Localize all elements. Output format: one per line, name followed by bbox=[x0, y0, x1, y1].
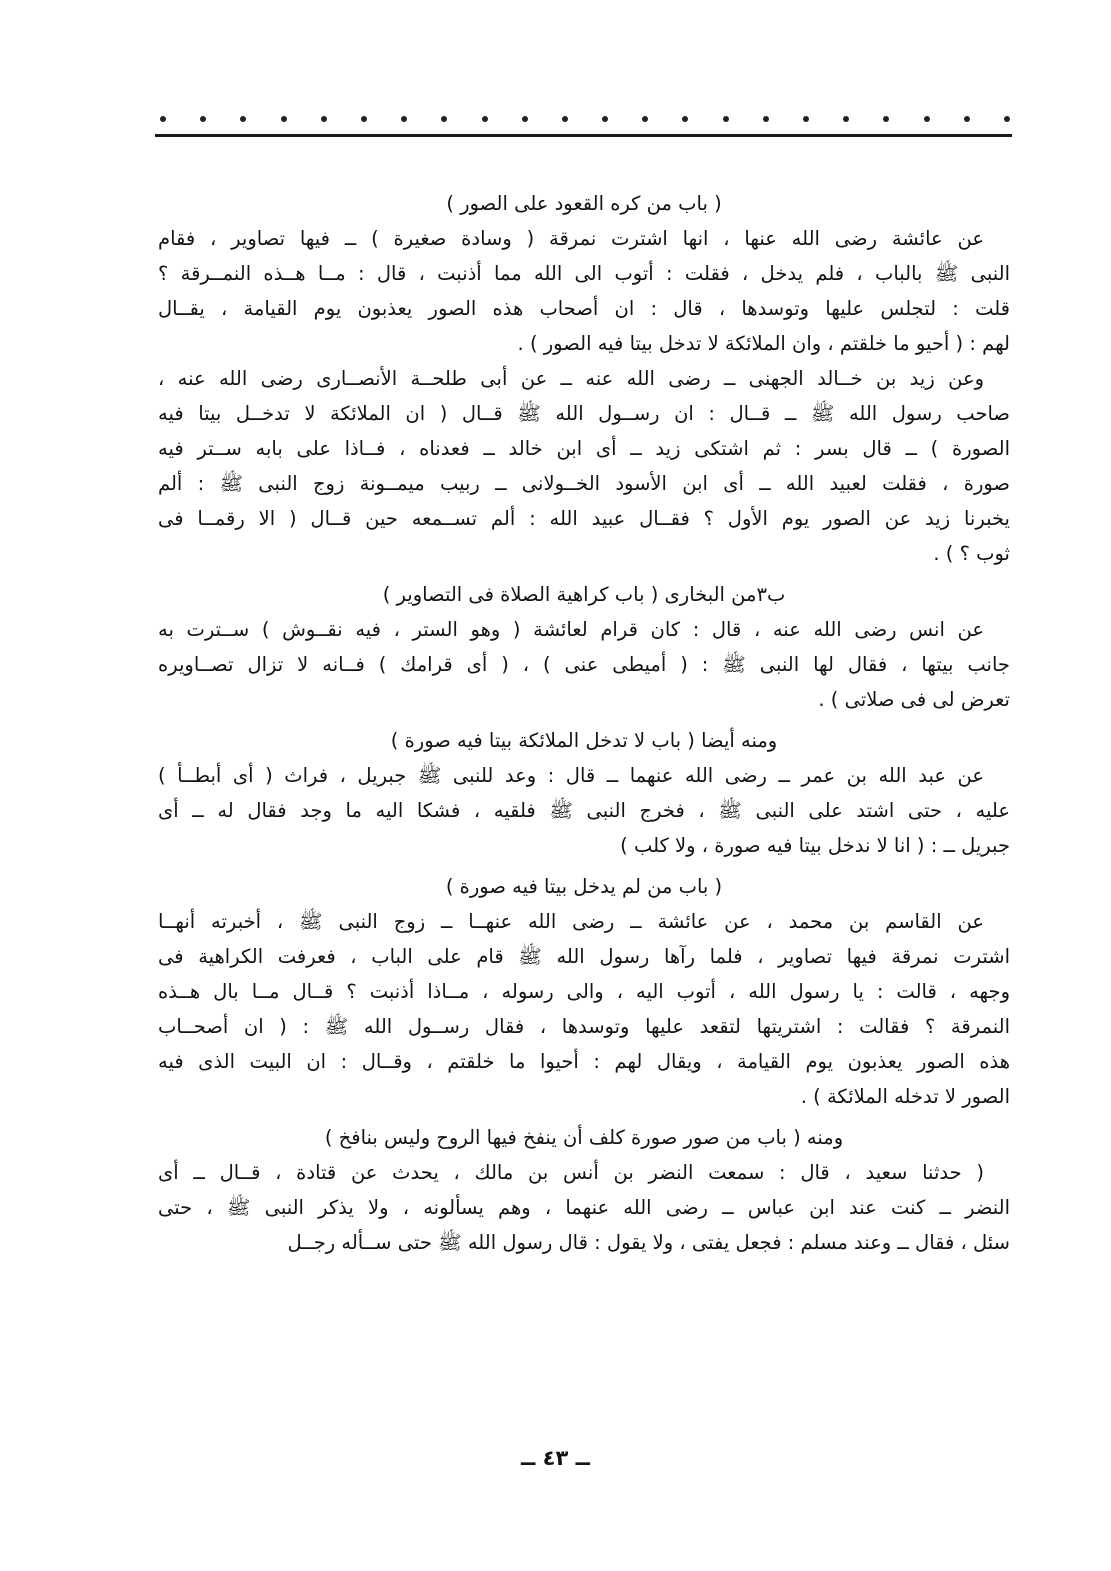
text-line: ( حدثنا سعيد ، قال : سمعت النضر بن أنس بن مالك ، يحدث عن قتادة ، قــال ــ أى bbox=[158, 1161, 984, 1184]
section-heading: ( باب من كره القعود على الصور ) bbox=[446, 192, 722, 215]
text-line: الصور لا تدخله الملائكة ) . bbox=[800, 1085, 1010, 1108]
ornament-dot bbox=[200, 116, 206, 122]
ornament-dot bbox=[562, 116, 568, 122]
text-line: النضر ــ كنت عند ابن عباس ــ رضى الله عنهما ، وهم يسألونه ، ولا يذكر النبى ﷺ ، حتى bbox=[158, 1196, 1010, 1219]
ornament-dot bbox=[281, 116, 287, 122]
ornament-dot bbox=[803, 116, 809, 122]
text-line: ثوب ؟ ) . bbox=[933, 542, 1010, 565]
ornament-dot bbox=[401, 116, 407, 122]
header-rule bbox=[155, 134, 1012, 137]
text-line: عن انس رضى الله عنه ، قال : كان قرام لعائشة ( وهو الستر ، فيه نقــوش ) ســترت به bbox=[158, 618, 984, 641]
ornament-dot bbox=[361, 116, 367, 122]
text-line: اشترت نمرقة فيها تصاوير ، فلما رآها رسول الله ﷺ قام على الباب ، فعرفت الكراهية فى bbox=[158, 945, 1010, 968]
page-number: ــ ٤٣ ــ bbox=[521, 1446, 590, 1470]
ornament-dot bbox=[1004, 116, 1010, 122]
text-line: لهم : ( أحيو ما خلقتم ، وان الملائكة لا تدخل بيتا فيه الصور ) . bbox=[517, 332, 1010, 355]
section-heading: ب٣من البخارى ( باب كراهية الصلاة فى التصاوير ) bbox=[382, 583, 786, 606]
ornament-dot bbox=[924, 116, 930, 122]
text-line: عن عبد الله بن عمر ــ رضى الله عنهما ــ قال : وعد للنبى ﷺ جبريل ، فراث ( أى أبطــأ ) bbox=[158, 764, 984, 787]
text-line: هذه الصور يعذبون يوم القيامة ، ويقال لهم : أحيوا ما خلقتم ، وقــال : ان البيت الذى فيه bbox=[158, 1050, 1010, 1073]
text-line: عليه ، حتى اشتد على النبى ﷺ ، فخرج النبى ﷺ فلقيه ، فشكا اليه ما وجد فقال له ــ أى bbox=[158, 799, 1010, 822]
section-heading: ومنه ( باب من صور صورة كلف أن ينفخ فيها الروح وليس بنافخ ) bbox=[324, 1126, 844, 1149]
ornament-dot bbox=[240, 116, 246, 122]
text-line: سئل ، فقال ــ وعند مسلم : فجعل يفتى ، ولا يقول : قال رسول الله ﷺ حتى ســأله رجــل bbox=[287, 1231, 1010, 1254]
text-line: صورة ، فقلت لعبيد الله ــ أى ابن الأسود الخــولانى ــ ربيب ميمــونة زوج النبى ﷺ : ألم bbox=[158, 472, 1010, 495]
text-line: عن القاسم بن محمد ، عن عائشة ــ رضى الله عنهــا ــ زوج النبى ﷺ ، أخبرته أنهــا bbox=[158, 910, 984, 933]
text-line: قلت : لتجلس عليها وتوسدها ، قال : ان أصحاب هذه الصور يعذبون يوم القيامة ، يقــال bbox=[158, 297, 1010, 320]
text-line: يخبرنا زيد عن الصور يوم الأول ؟ فقــال عبيد الله : ألم تســمعه حين قــال ( الا رقمــا فى bbox=[158, 507, 1010, 530]
ornament-dot bbox=[843, 116, 849, 122]
ornament-dot bbox=[883, 116, 889, 122]
ornament-dot bbox=[602, 116, 608, 122]
ornament-dot bbox=[682, 116, 688, 122]
ornament-dot bbox=[482, 116, 488, 122]
text-line: عن عائشة رضى الله عنها ، انها اشترت نمرقة ( وسادة صغيرة ) ــ فيها تصاوير ، فقام bbox=[158, 227, 984, 250]
ornament-dot bbox=[642, 116, 648, 122]
ornament-dot bbox=[522, 116, 528, 122]
text-line: صاحب رسول الله ﷺ ــ قــال : ان رســول الله ﷺ قــال ( ان الملائكة لا تدخــل بيتا فيه bbox=[158, 402, 1010, 425]
ornament-dot bbox=[763, 116, 769, 122]
ornament-dot bbox=[723, 116, 729, 122]
section-gap bbox=[158, 1260, 1010, 1266]
page-body bbox=[158, 186, 1010, 1266]
ornament-dot bbox=[160, 116, 166, 122]
text-line: جانب بيتها ، فقال لها النبى ﷺ : ( أميطى عنى ) ، ( أى قرامك ) فــانه لا تزال تصــاويره bbox=[158, 653, 1010, 676]
text-line: الصورة ) ــ قال بسر : ثم اشتكى زيد ــ أى ابن خالد ــ فعدناه ، فــاذا على بابه ســتر فيه bbox=[158, 437, 1010, 460]
text-line: جبريل ــ : ( انا لا ندخل بيتا فيه صورة ، ولا كلب ) bbox=[620, 834, 1010, 857]
section-heading: ومنه أيضا ( باب لا تدخل الملائكة بيتا فيه صورة ) bbox=[390, 729, 778, 752]
ornament-dot bbox=[964, 116, 970, 122]
text-line: النبى ﷺ بالباب ، فلم يدخل ، فقلت : أتوب الى الله مما أذنبت ، قال : مــا هــذه النمــرقة ؟ bbox=[158, 262, 1010, 285]
text-line: وعن زيد بن خــالد الجهنى ــ رضى الله عنه ــ عن أبى طلحــة الأنصــارى رضى الله عنه ، bbox=[158, 367, 984, 390]
ornament-dot bbox=[441, 116, 447, 122]
text-line: النمرقة ؟ فقالت : اشتريتها لتقعد عليها وتوسدها ، فقال رســول الله ﷺ : ( ان أصحــاب bbox=[158, 1015, 1010, 1038]
text-line: تعرض لى فى صلاتى ) . bbox=[818, 688, 1010, 711]
section-heading: ( باب من لم يدخل بيتا فيه صورة ) bbox=[445, 875, 723, 898]
text-line: وجهه ، قالت : يا رسول الله ، أتوب اليه ، والى رسوله ، مــاذا أذنبت ؟ قــال مــا بال هــذه bbox=[158, 980, 1010, 1003]
ornament-dot bbox=[321, 116, 327, 122]
header-dot-ornament bbox=[160, 112, 1010, 126]
